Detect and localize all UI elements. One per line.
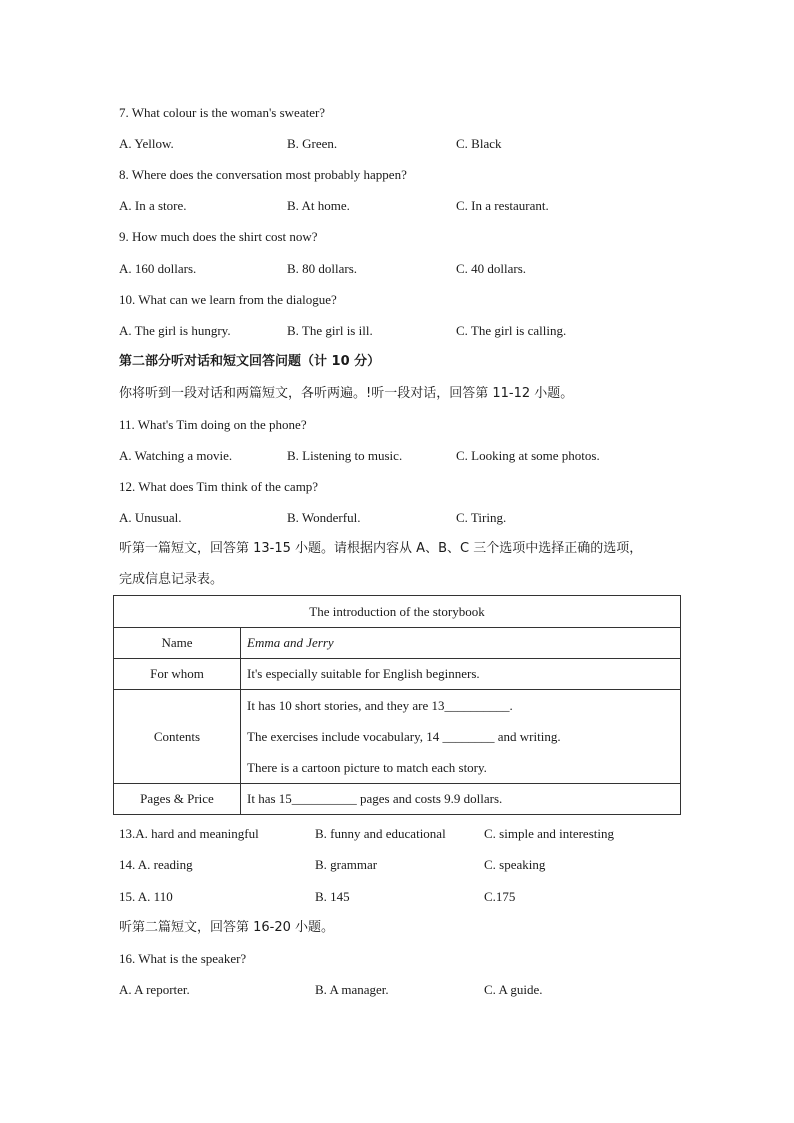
question-15-option-a: 15. A. 110	[119, 889, 173, 904]
question-9-option-c: C. 40 dollars.	[456, 261, 527, 276]
question-9-option-a: A. 160 dollars.	[119, 261, 197, 276]
question-8-option-a: A. In a store.	[119, 198, 187, 213]
contents-value	[241, 690, 681, 784]
question-7-stem: 7. What colour is the woman's sweater?	[119, 105, 326, 120]
question-10-option-a: A. The girl is hungry.	[119, 323, 231, 338]
question-11-option-a: A. Watching a movie.	[119, 448, 233, 463]
section-2-intro: 你将听到一段对话和两篇短文，各听两遍。!听一段对话，回答第 11-12 小题。	[119, 386, 574, 401]
question-14-option-c: C. speaking	[484, 857, 546, 872]
question-14-option-b: B. grammar	[315, 857, 378, 872]
question-11-option-b: B. Listening to music.	[287, 448, 403, 463]
name-label: Name	[114, 628, 241, 659]
question-10-option-c: C. The girl is calling.	[456, 323, 567, 338]
contents-line-1: It has 10 short stories, and they are 13__________.	[247, 698, 513, 713]
passage-2-instruction: 听第二篇短文，回答第 16-20 小题。	[119, 920, 335, 935]
question-11-stem: 11. What's Tim doing on the phone?	[119, 417, 307, 432]
table-caption: The introduction of the storybook	[114, 596, 681, 628]
question-11-option-c: C. Looking at some photos.	[456, 448, 600, 463]
pages-price-label: Pages & Price	[114, 784, 241, 815]
question-7-option-a: A. Yellow.	[119, 136, 174, 151]
section-2-heading: 第二部分听对话和短文回答问题（计 10 分）	[119, 354, 381, 369]
for-whom-label: For whom	[114, 659, 241, 690]
question-13-option-b: B. funny and educational	[315, 826, 446, 841]
question-16-stem: 16. What is the speaker?	[119, 951, 247, 966]
question-8-stem: 8. Where does the conversation most probably happen?	[119, 167, 407, 182]
question-7-option-b: B. Green.	[287, 136, 338, 151]
question-13-option-c: C. simple and interesting	[484, 826, 614, 841]
contents-label: Contents	[114, 690, 241, 784]
question-12-option-c: C. Tiring.	[456, 510, 507, 525]
question-12-stem: 12. What does Tim think of the camp?	[119, 479, 319, 494]
question-7-option-c: C. Black	[456, 136, 502, 151]
question-16-option-b: B. A manager.	[315, 982, 389, 997]
question-15-option-c: C.175	[484, 889, 516, 904]
question-10-option-b: B. The girl is ill.	[287, 323, 373, 338]
question-15-option-b: B. 145	[315, 889, 350, 904]
passage-1-instruction: 听第一篇短文，回答第 13-15 小题。请根据内容从 A、B、C 三个选项中选择正确的选项，	[119, 541, 643, 556]
question-14-option-a: 14. A. reading	[119, 857, 193, 872]
question-16-option-c: C. A guide.	[484, 982, 543, 997]
question-12-option-b: B. Wonderful.	[287, 510, 361, 525]
question-8-option-c: C. In a restaurant.	[456, 198, 549, 213]
storybook-info-table	[113, 595, 681, 815]
question-13-option-a: 13.A. hard and meaningful	[119, 826, 259, 841]
question-8-option-b: B. At home.	[287, 198, 350, 213]
name-value: Emma and Jerry	[241, 628, 681, 659]
passage-1-instruction-cont: 完成信息记录表。	[119, 572, 224, 587]
pages-price-value: It has 15__________ pages and costs 9.9 dollars.	[241, 784, 681, 815]
question-12-option-a: A. Unusual.	[119, 510, 182, 525]
contents-line-2: The exercises include vocabulary, 14 ________ and writing.	[247, 729, 561, 744]
contents-line-3: There is a cartoon picture to match each story.	[247, 760, 487, 775]
question-16-option-a: A. A reporter.	[119, 982, 190, 997]
for-whom-value: It's especially suitable for English beginners.	[241, 659, 681, 690]
question-9-option-b: B. 80 dollars.	[287, 261, 358, 276]
question-9-stem: 9. How much does the shirt cost now?	[119, 229, 318, 244]
question-10-stem: 10. What can we learn from the dialogue?	[119, 292, 337, 307]
